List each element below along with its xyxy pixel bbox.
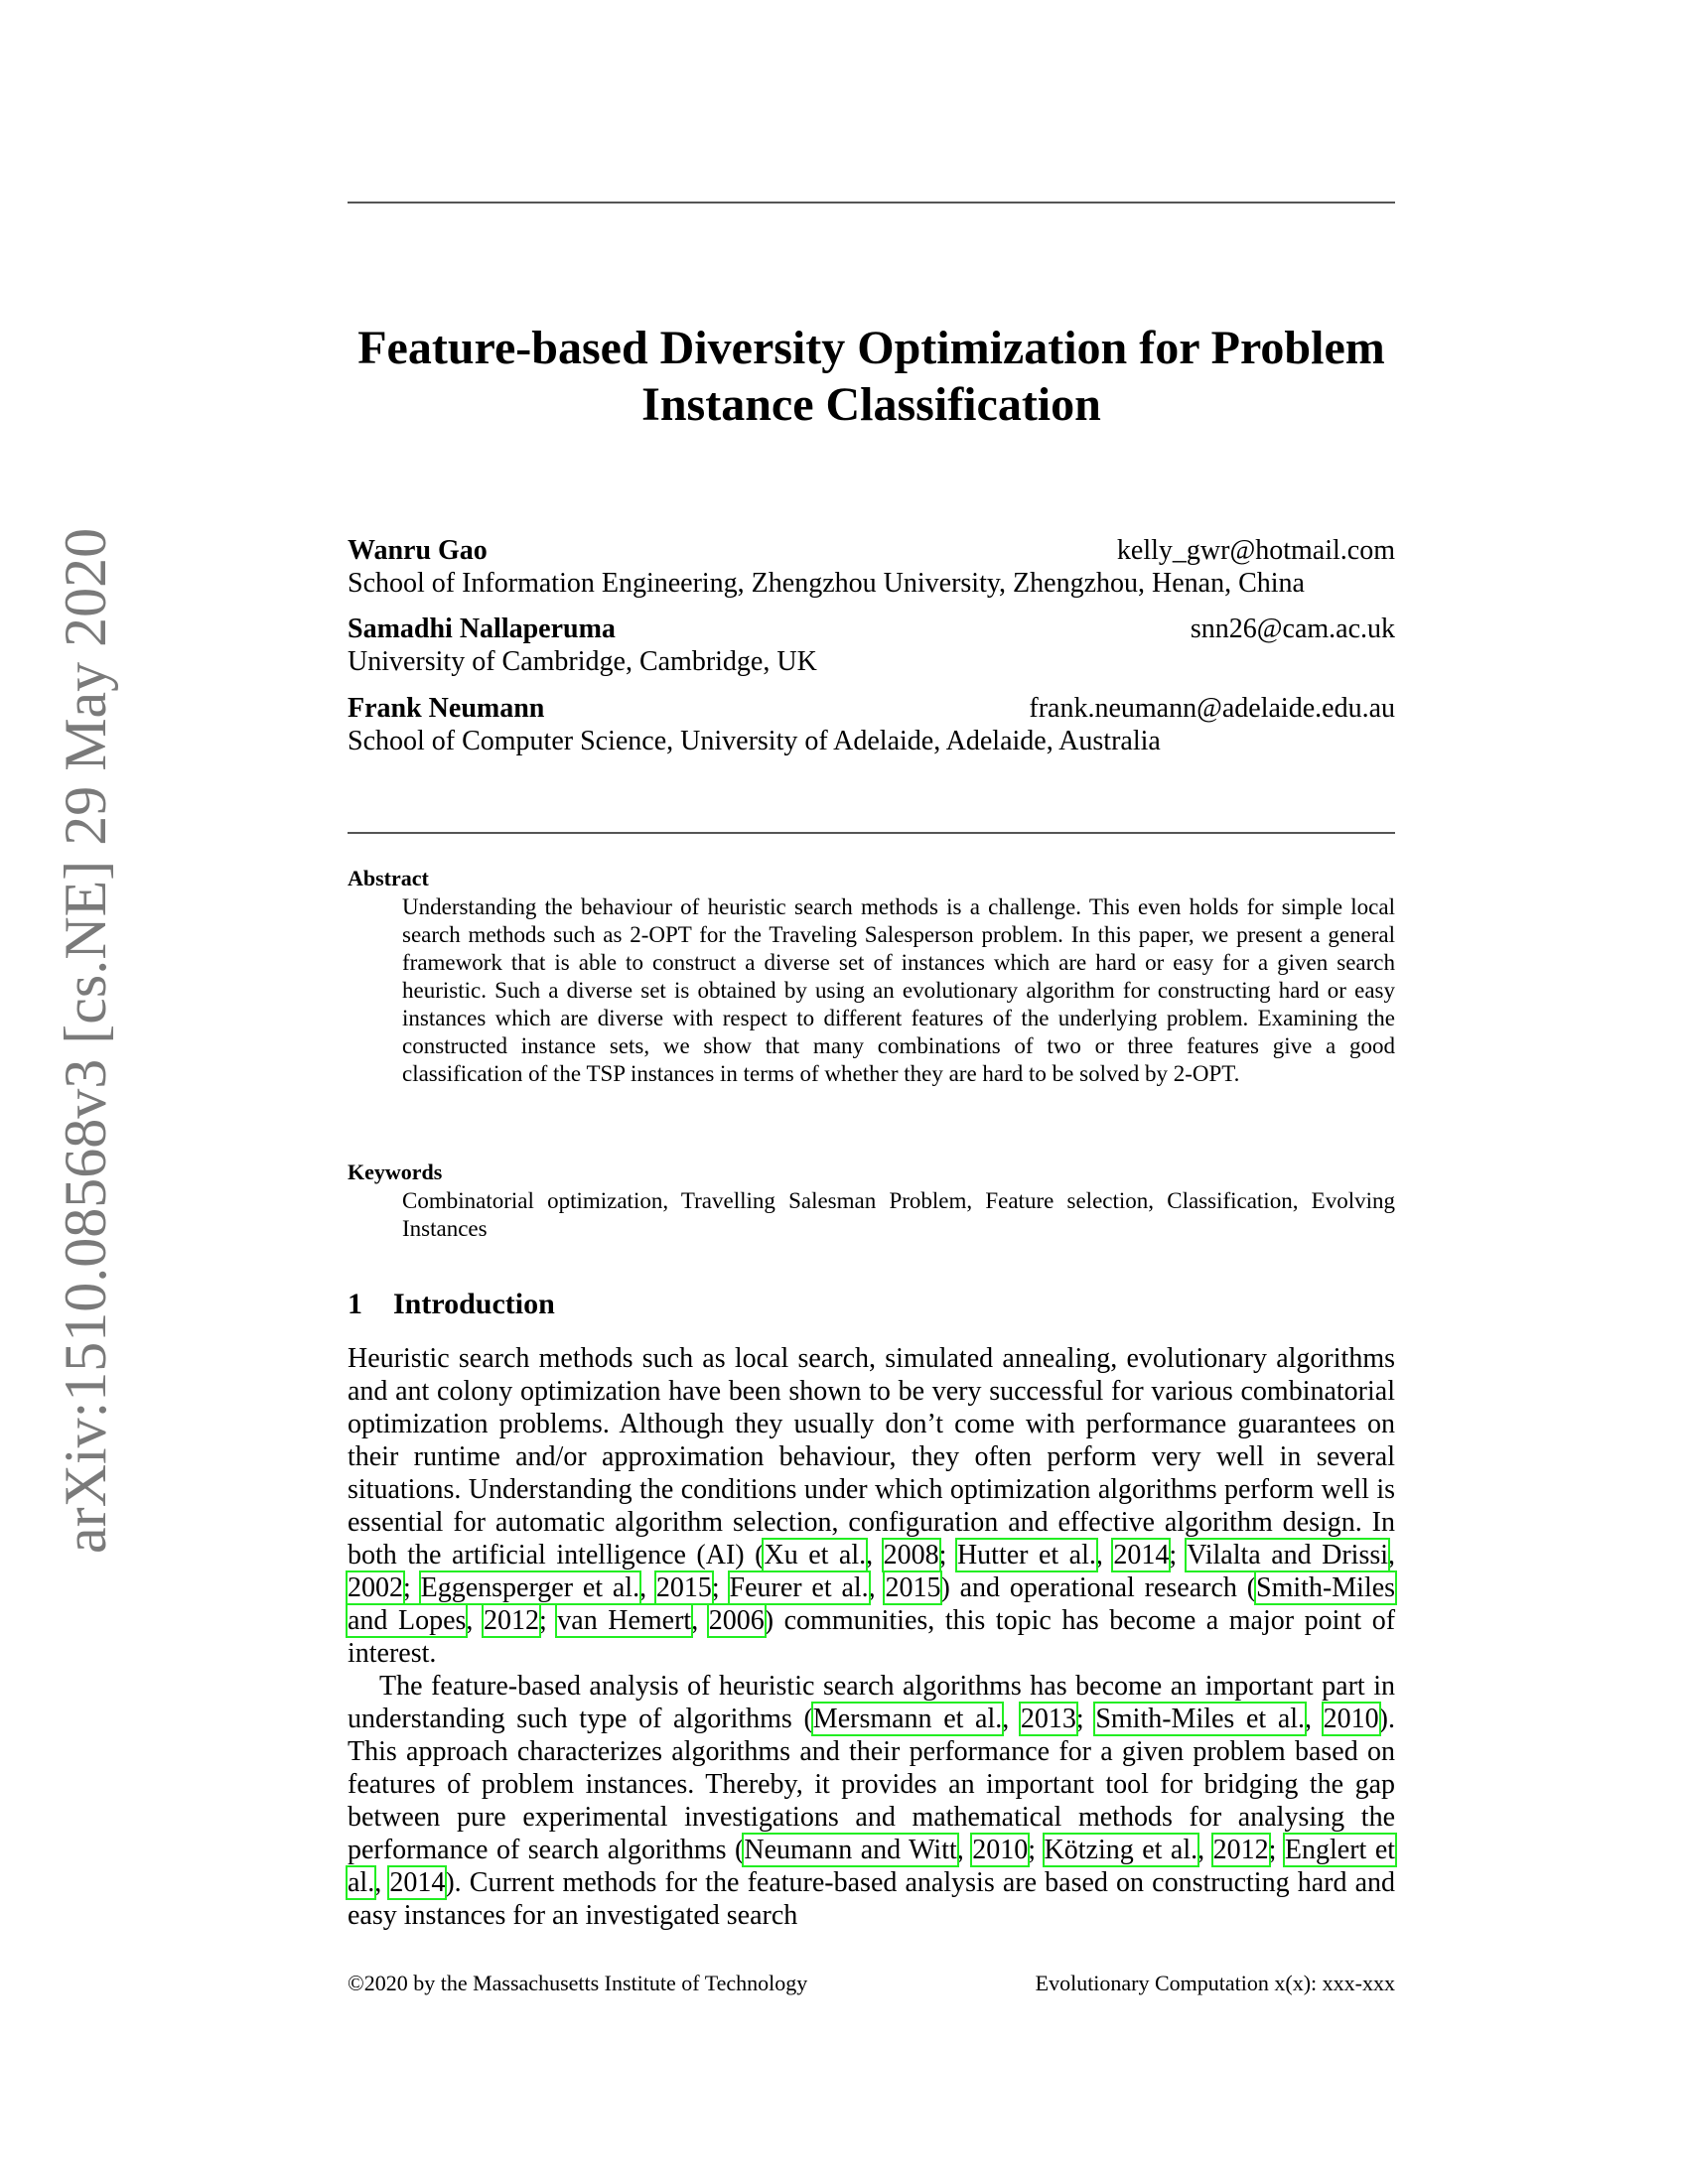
citation-link[interactable]: 2006 <box>708 1605 765 1636</box>
citation-link[interactable]: Mersmann et al. <box>812 1704 1003 1734</box>
paragraph-text: , <box>956 1835 973 1865</box>
citation-link[interactable]: 2010 <box>1323 1704 1379 1734</box>
page-footer <box>348 1971 1395 1996</box>
citation-link[interactable]: Smith-Miles et al. <box>1095 1704 1306 1734</box>
citation-link[interactable]: 2015 <box>885 1572 941 1603</box>
citation-link[interactable]: 2012 <box>483 1605 539 1636</box>
paper-title: Feature-based Diversity Optimization for Problem Instance Classification <box>357 322 1385 431</box>
paragraph-text: , <box>374 1867 390 1898</box>
paragraph-text: ; <box>1028 1835 1045 1865</box>
paragraph-text: , <box>1388 1540 1396 1570</box>
paragraph-text: , <box>466 1605 484 1636</box>
paragraph-text: ; <box>403 1572 421 1603</box>
citation-link[interactable]: 2002 <box>348 1572 403 1603</box>
section-number: 1 <box>348 1288 362 1320</box>
section-heading <box>348 1288 555 1321</box>
paragraph-text: , <box>691 1605 709 1636</box>
author-affiliation: University of Cambridge, Cambridge, UK <box>348 646 817 677</box>
abstract-label: Abstract <box>348 866 429 890</box>
author-email[interactable]: snn26@cam.ac.uk <box>1190 614 1395 644</box>
top-rule <box>348 202 1395 204</box>
author-email[interactable]: kelly_gwr@hotmail.com <box>1116 535 1395 566</box>
citation-link[interactable]: 2014 <box>1113 1540 1170 1570</box>
intro-paragraph <box>348 1342 1395 1670</box>
citation-link[interactable]: Englert et al. <box>348 1835 1396 1898</box>
paragraph-text: , <box>639 1572 656 1603</box>
citation-link[interactable]: Xu et al. <box>764 1540 867 1570</box>
paragraph-text: ; <box>938 1540 957 1570</box>
citation-link[interactable]: 2015 <box>655 1572 712 1603</box>
paragraph-text: , <box>868 1572 886 1603</box>
paragraph-text: , <box>1095 1540 1114 1570</box>
intro-body <box>348 1342 1395 1932</box>
author-affiliation: School of Information Engineering, Zhengzhou University, Zhengzhou, Henan, China <box>348 568 1305 599</box>
citation-link[interactable]: Vilalta and Drissi <box>1187 1540 1389 1570</box>
paragraph-text: ). This approach characterizes algorithms and their performance for a given problem based on features of problem instances. Thereby, it provides an important tool for bridging the gap between pure experimental investigations and mathematical methods for analysing the performance of search algorithms ( <box>348 1704 1395 1865</box>
section-title: Introduction <box>393 1288 555 1320</box>
paragraph-text: The feature-based analysis of heuristic search algorithms has become an important part in understanding such type of algorithms ( <box>348 1671 1395 1734</box>
paragraph-text: ; <box>538 1605 558 1636</box>
abstract-text: Understanding the behaviour of heuristic search methods is a challenge. This even holds for simple local search methods such as 2-OPT for the Traveling Salesperson problem. In this paper, we present a general framework that is able to construct a diverse set of instances which are hard or easy for a given search heuristic. Such a diverse set is obtained by using an evolutionary algorithm for constructing hard or easy instances which are diverse with respect to different features of the underlying problem. Examining the constructed instance sets, we show that many combinations of two or three features give a good classification of the TSP instances in terms of whether they are hard to be solved by 2-OPT. <box>402 894 1395 1086</box>
arxiv-identifier[interactable]: arXiv:1510.08568v3 [cs.NE] 29 May 2020 <box>53 527 118 1554</box>
paragraph-text: ; <box>1169 1540 1188 1570</box>
paragraph-text: Heuristic search methods such as local search, simulated annealing, evolutionary algorithms and ant colony optimization have been shown to be very successful for various combinatorial optimization problems. Although they usually don’t come with performance guarantees on their runtime and/or approximation behaviour, they often perform very well in several situations. Understanding the conditions under which optimization algorithms perform well is essential for automatic algorithm selection, configuration and effective algorithm design. In both the artificial intelligence (AI) ( <box>348 1343 1395 1570</box>
citation-link[interactable]: 2013 <box>1020 1704 1076 1734</box>
journal-info: Evolutionary Computation x(x): xxx-xxx <box>1035 1971 1395 1995</box>
keywords-text: Combinatorial optimization, Travelling Salesman Problem, Feature selection, Classification, Evolving Instances <box>402 1188 1395 1241</box>
author-name: Wanru Gao <box>348 535 488 566</box>
author-block <box>348 613 1395 678</box>
author-email[interactable]: frank.neumann@adelaide.edu.au <box>1029 693 1395 724</box>
paragraph-text: ; <box>1268 1835 1285 1865</box>
paragraph-text: ; <box>711 1572 730 1603</box>
intro-paragraph <box>348 1670 1395 1932</box>
citation-link[interactable]: Eggensperger et al. <box>420 1572 640 1603</box>
keywords-section <box>348 1160 1395 1243</box>
author-block <box>348 692 1395 757</box>
citation-link[interactable]: Feurer et al. <box>729 1572 869 1603</box>
paragraph-text: ) and operational research ( <box>940 1572 1257 1603</box>
citation-link[interactable]: Neumann and Witt <box>744 1835 957 1865</box>
paragraph-text: , <box>1002 1704 1021 1734</box>
citation-link[interactable]: 2010 <box>972 1835 1029 1865</box>
paragraph-text: , <box>1305 1704 1324 1734</box>
paragraph-text: ). Current methods for the feature-based analysis are based on constructing hard and easy instances for an investigated search <box>348 1867 1396 1931</box>
author-block <box>348 534 1395 600</box>
citation-link[interactable]: Hutter et al. <box>956 1540 1096 1570</box>
citation-link[interactable]: Smith-Miles and Lopes <box>348 1572 1396 1636</box>
citation-link[interactable]: van Hemert <box>557 1605 692 1636</box>
paragraph-text: ) communities, this topic has become a major point of interest. <box>348 1605 1396 1669</box>
citation-link[interactable]: 2012 <box>1212 1835 1269 1865</box>
keywords-label: Keywords <box>348 1160 443 1184</box>
abstract-section <box>348 866 1395 1088</box>
citation-link[interactable]: 2014 <box>389 1867 446 1898</box>
paragraph-text: ; <box>1075 1704 1096 1734</box>
citation-link[interactable]: Kötzing et al. <box>1044 1835 1198 1865</box>
paragraph-text: , <box>866 1540 884 1570</box>
citation-link[interactable]: 2008 <box>883 1540 939 1570</box>
author-affiliation: School of Computer Science, University of Adelaide, Adelaide, Australia <box>348 726 1161 756</box>
abstract-rule <box>348 832 1395 834</box>
author-name: Frank Neumann <box>348 693 545 724</box>
author-name: Samadhi Nallaperuma <box>348 614 616 644</box>
paragraph-text: , <box>1197 1835 1213 1865</box>
copyright-notice: ©2020 by the Massachusetts Institute of Technology <box>348 1971 808 1995</box>
